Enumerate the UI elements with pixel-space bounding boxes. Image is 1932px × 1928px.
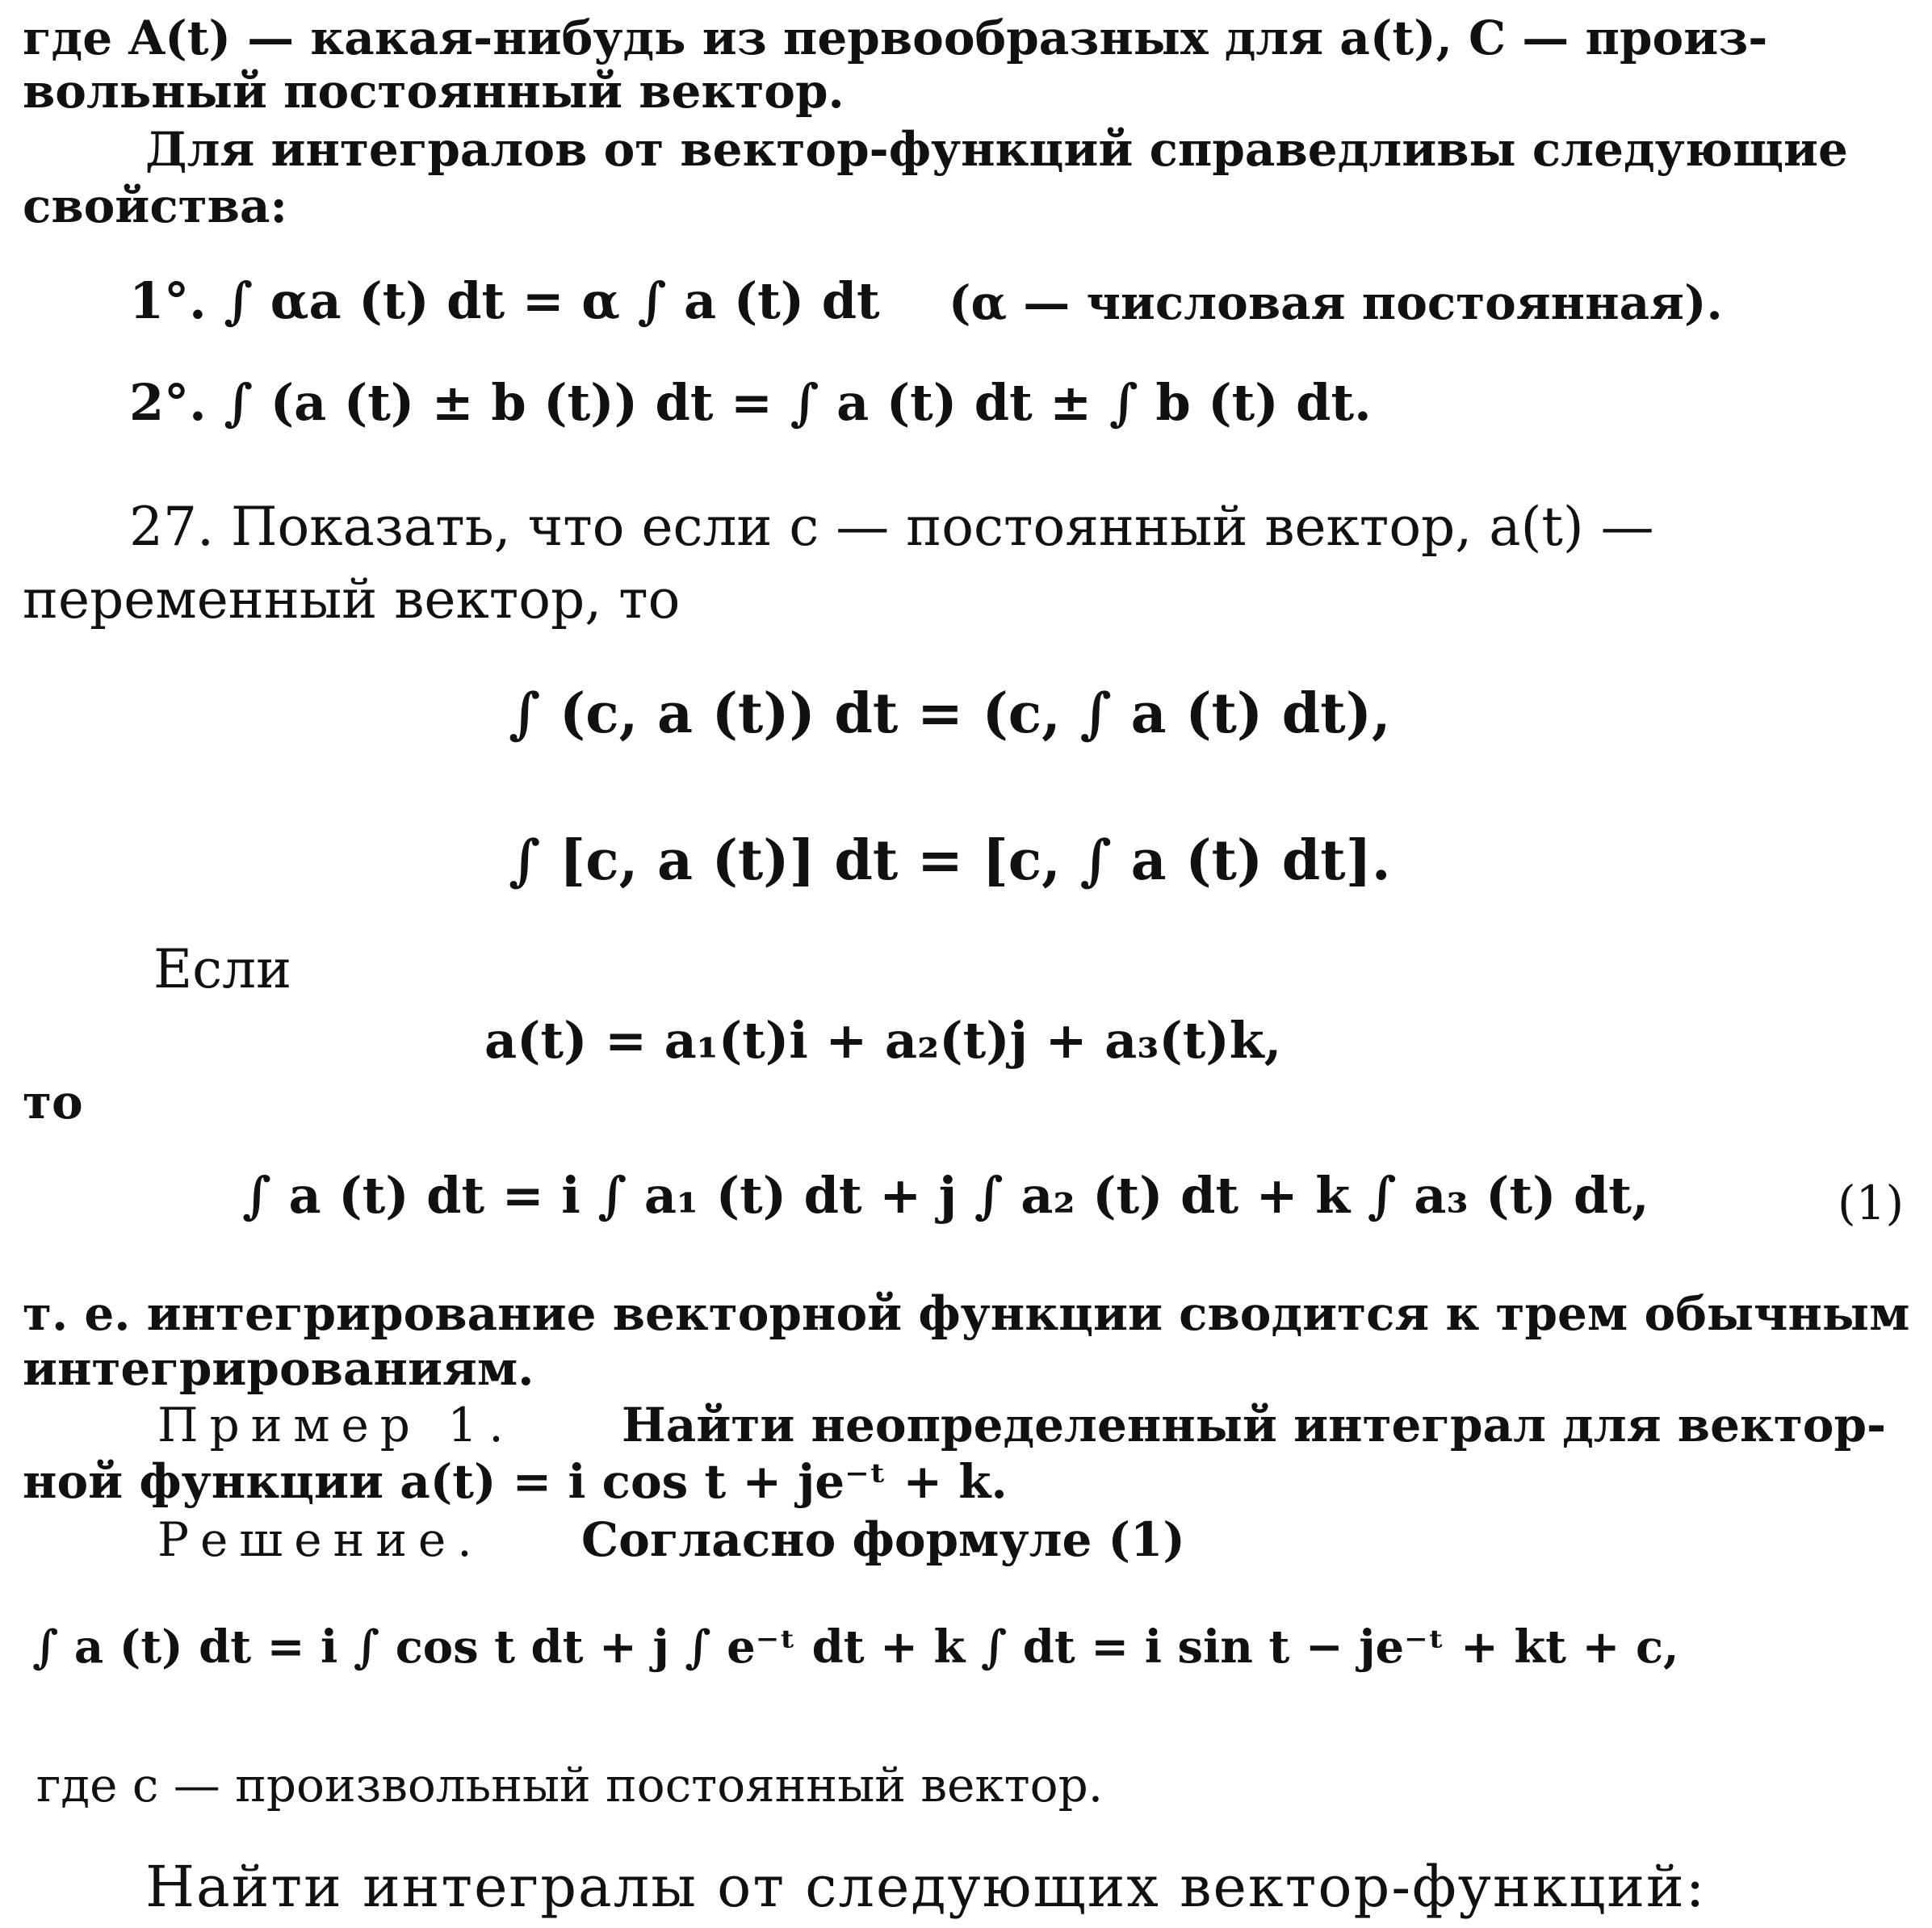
text-line-7: где c — произвольный постоянный вектор. [36, 1758, 1104, 1813]
property-2-formula: 2°. ∫ (a (t) ± b (t)) dt = ∫ a (t) dt ± ∫ b (t) dt. [129, 373, 1372, 432]
solution-label: Решение. [157, 1512, 484, 1567]
text-line-5: т. е. интегрирование векторной функции сводится к трем обычным [23, 1286, 1910, 1341]
example-1-text: Найти неопределенный интеграл для вектор- [622, 1398, 1887, 1452]
text-line-4: свойства: [23, 178, 287, 233]
equation-1-number: (1) [1838, 1176, 1905, 1230]
example-1-label: Пример 1. [157, 1398, 515, 1452]
text-line-3: Для интегралов от вектор-функций справедливы следующие [145, 122, 1848, 177]
text-then: то [23, 1075, 83, 1130]
equation-vector-product: ∫ [c, a (t)] dt = [c, ∫ a (t) dt]. [509, 828, 1391, 893]
property-1-formula: 1°. ∫ αa (t) dt = α ∫ a (t) dt [129, 271, 880, 330]
equation-solution: ∫ a (t) dt = i ∫ cos t dt + j ∫ e⁻ᵗ dt + k ∫ dt = i sin t − je⁻ᵗ + kt + c, [32, 1620, 1679, 1674]
equation-decomposition: a(t) = a₁(t)i + a₂(t)j + a₃(t)k, [484, 1011, 1282, 1070]
problem-27-line-1: 27. Показать, что если c — постоянный вектор, a(t) — [129, 496, 1654, 558]
equation-1: ∫ a (t) dt = i ∫ a₁ (t) dt + j ∫ a₂ (t) dt + k ∫ a₃ (t) dt, [242, 1166, 1649, 1225]
text-if: Если [153, 938, 292, 1000]
text-line-6: интегрированиям. [23, 1341, 534, 1396]
text-line-1: где A(t) — какая-нибудь из первообразных для a(t), C — произ- [23, 10, 1768, 65]
equation-scalar-product: ∫ (c, a (t)) dt = (c, ∫ a (t) dt), [509, 681, 1391, 746]
problem-27-line-2: переменный вектор, то [23, 568, 681, 631]
text-line-2: вольный постоянный вектор. [23, 64, 844, 119]
solution-text: Согласно формуле (1) [581, 1512, 1185, 1567]
example-1-text-2: ной функции a(t) = i cos t + je⁻ᵗ + k. [23, 1454, 1008, 1509]
section-heading: Найти интегралы от следующих вектор-функций: [145, 1854, 1707, 1920]
property-1-note: (α — числовая постоянная). [949, 275, 1723, 330]
